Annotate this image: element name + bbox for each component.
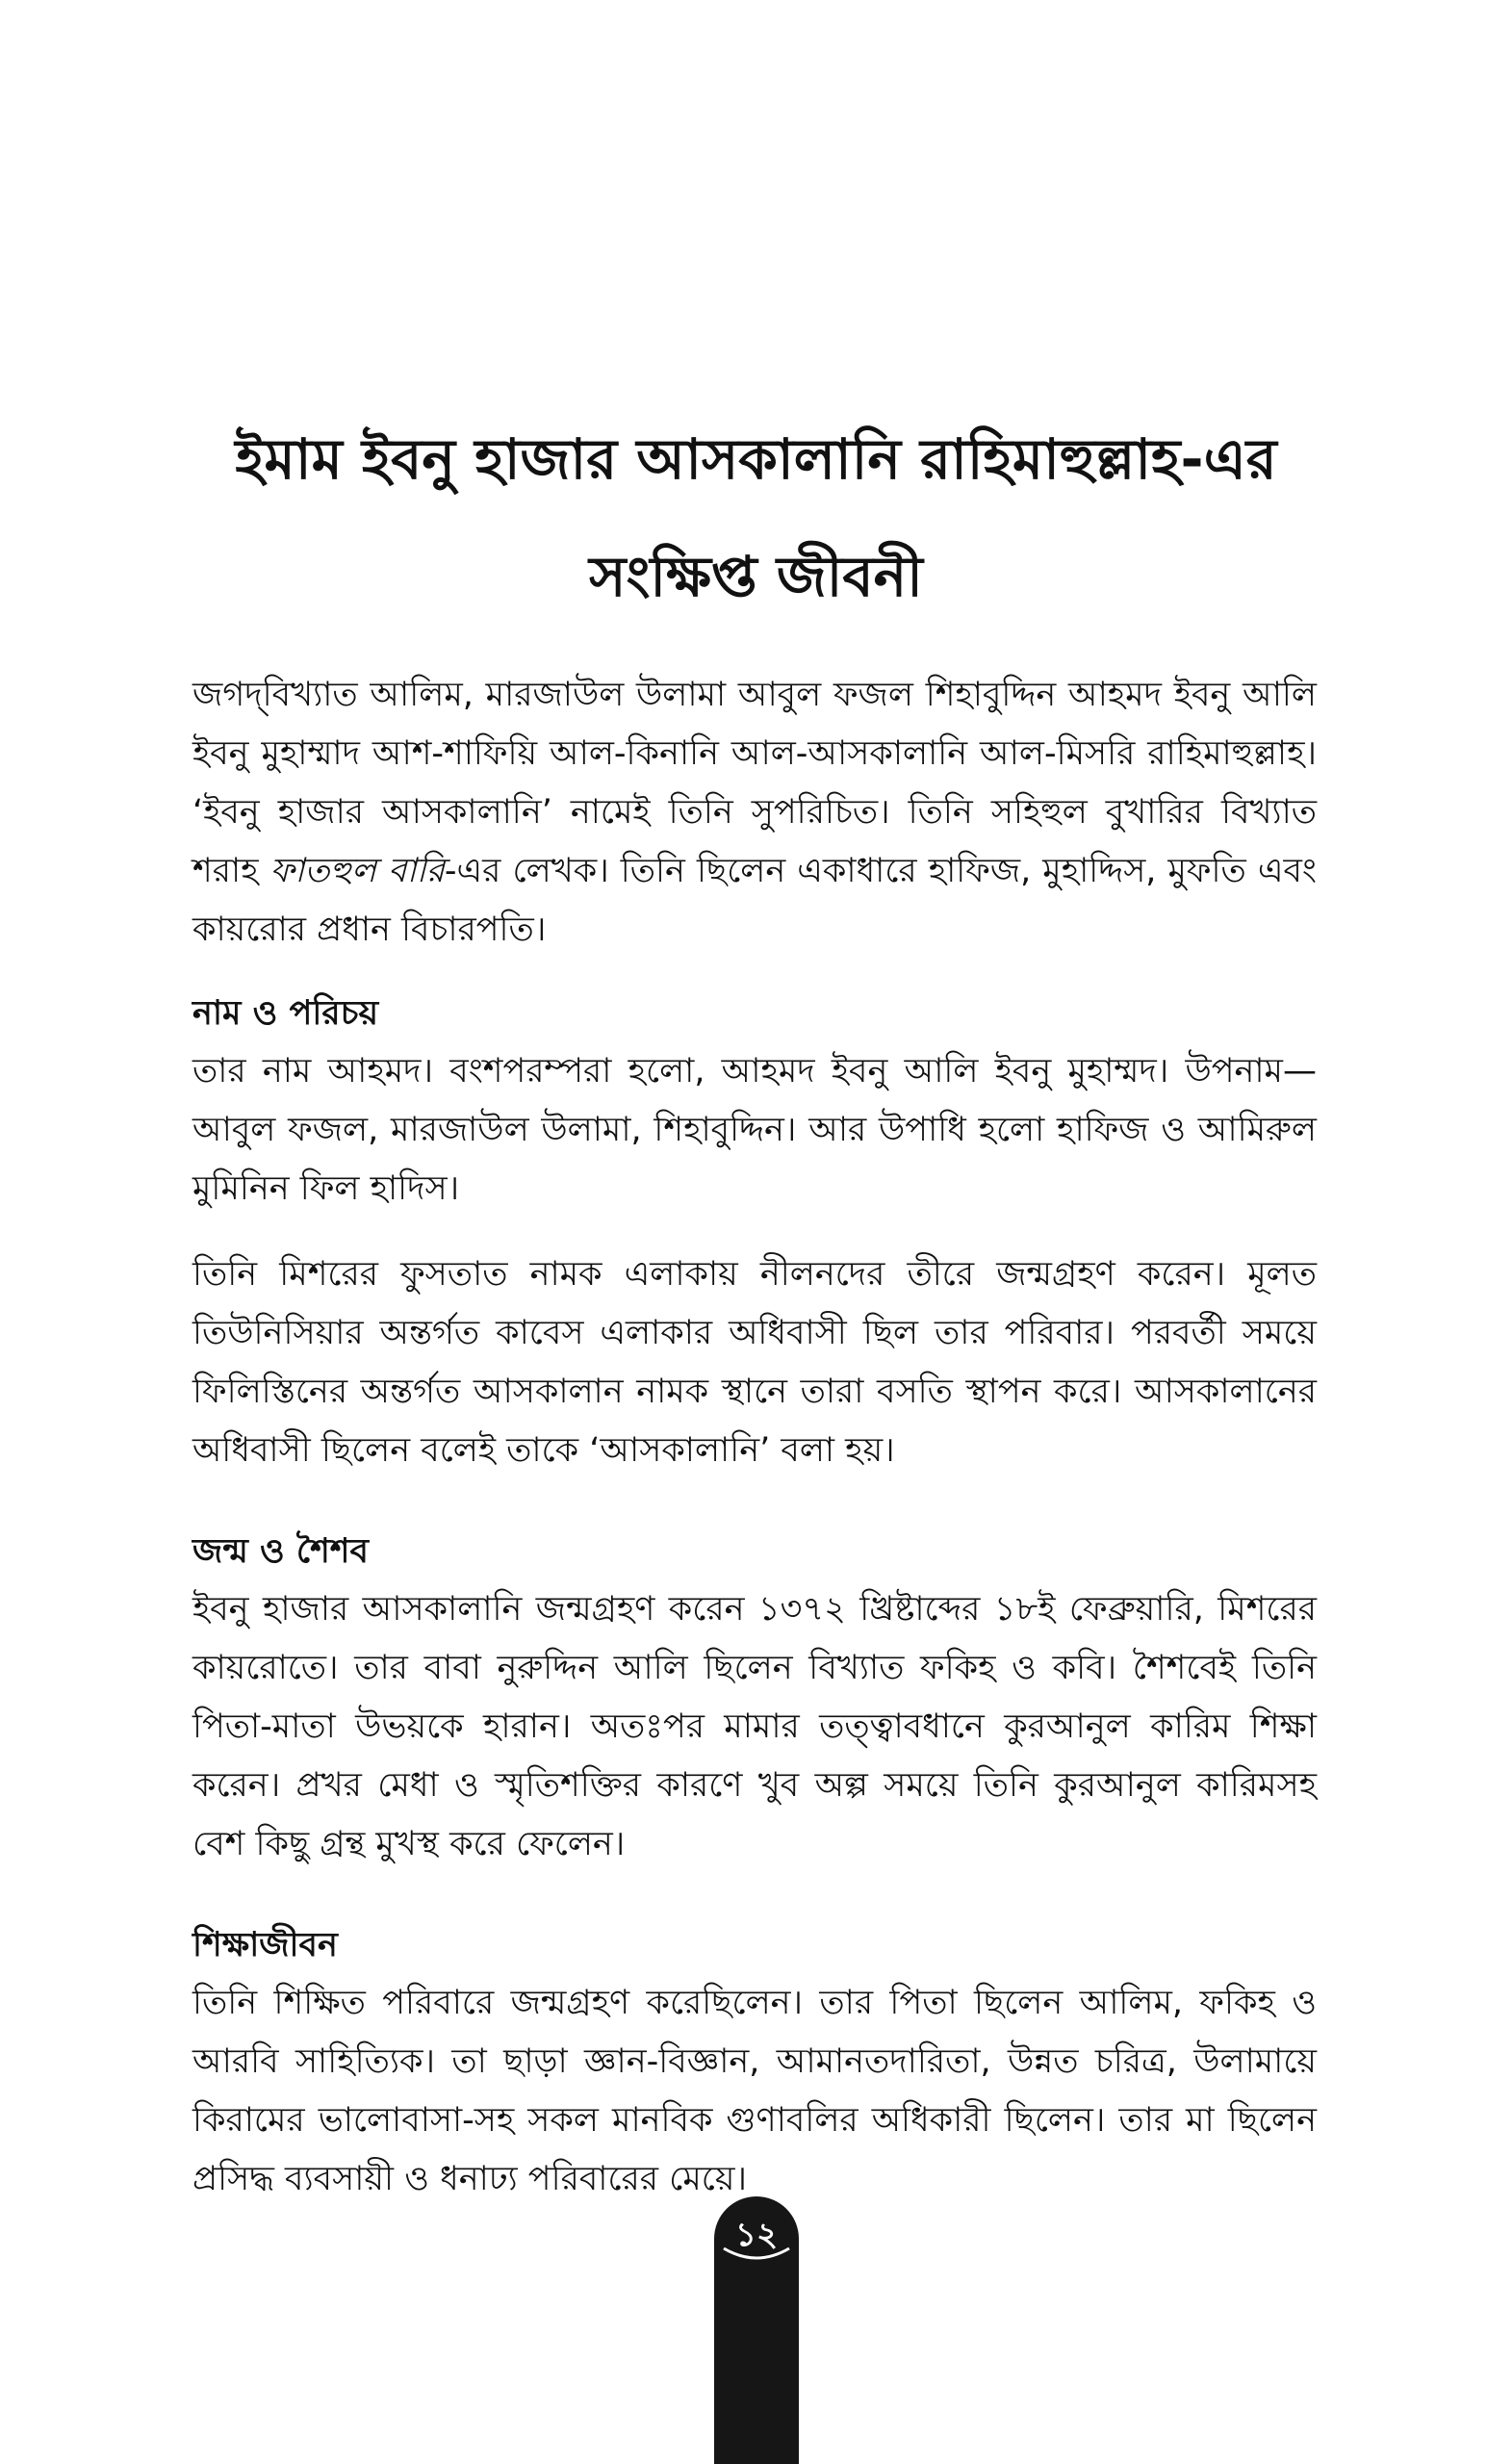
section-heading-education: শিক্ষাজীবন xyxy=(192,1926,338,1964)
body-text xyxy=(192,666,1317,2236)
paragraph: তিনি শিক্ষিত পরিবারে জন্মগ্রহণ করেছিলেন। তার পিতা ছিলেন আলিম, ফকিহ ও আরবি সাহিত্যিক। তা ছাড়া জ্ঞান-বিজ্ঞান, আমানতদারিতা, উন্নত চরিত্র, উলামায়ে কিরামের ভালোবাসা-সহ সকল মানবিক গুণাবলির অধিকারী ছিলেন। তার মা ছিলেন প্রসিদ্ধ ব্যবসায়ী ও ধনাঢ্য পরিবারের মেয়ে। xyxy=(192,1984,1317,2198)
paragraph: তার নাম আহমদ। বংশপরম্পরা হলো, আহমদ ইবনু আলি ইবনু মুহাম্মদ। উপনাম—আবুল ফজল, মারজাউল উলামা, শিহাবুদ্দিন। আর উপাধি হলো হাফিজ ও আমিরুল মুমিনিন ফিল হাদিস। xyxy=(192,1052,1317,1208)
paragraph: ইবনু হাজার আসকালানি জন্মগ্রহণ করেন ১৩৭২ খ্রিষ্টাব্দের ১৮ই ফেব্রুয়ারি, মিশরের কায়রোতে। তার বাবা নুরুদ্দিন আলি ছিলেন বিখ্যাত ফকিহ ও কবি। শৈশবেই তিনি পিতা-মাতা উভয়কে হারান। অতঃপর মামার তত্ত্বাবধানে কুরআনুল কারিম শিক্ষা করেন। প্রখর মেধা ও স্মৃতিশক্তির কারণে খুব অল্প সময়ে তিনি কুরআনুল কারিমসহ বেশ কিছু গ্রন্থ মুখস্থ করে ফেলেন। xyxy=(192,1590,1317,1863)
page-number-tab xyxy=(714,2196,799,2464)
page-title-line-2: সংক্ষিপ্ত জীবনী xyxy=(589,544,923,609)
page-number: ১২ xyxy=(734,2216,779,2254)
intro-paragraph xyxy=(192,666,1317,960)
intro-text-before: জগদ্‌বিখ্যাত আলিম, মারজাউল উলামা আবুল ফজল শিহাবুদ্দিন আহমদ ইবনু আলি ইবনু মুহাম্মাদ আশ-শাফিয়ি আল-কিনানি আল-আসকালানি আল-মিসরি রাহিমাহুল্লাহ। ‘ইবনু হাজার আসকালানি’ নামেই তিনি সুপরিচিত। তিনি সহিহুল বুখারির বিখ্যাত শরাহ xyxy=(192,676,1317,890)
book-title: ফাতহুল বারি xyxy=(269,852,445,890)
page-title-line-1: ইমাম ইবনু হাজার আসকালানি রাহিমাহুল্লাহ-এর xyxy=(235,426,1277,492)
section-heading-birth: জন্ম ও শৈশব xyxy=(192,1532,369,1571)
intro-text-after: -এর লেখক। তিনি ছিলেন একাধারে হাফিজ, মুহাদ্দিস, মুফতি এবং কায়রোর প্রধান বিচারপতি। xyxy=(192,852,1317,949)
section-heading-name: নাম ও পরিচয় xyxy=(192,994,379,1033)
paragraph: তিনি মিশরের ফুসতাত নামক এলাকায় নীলনদের তীরে জন্মগ্রহণ করেন। মূলত তিউনিসিয়ার অন্তর্গত কাবেস এলাকার অধিবাসী ছিল তার পরিবার। পরবর্তী সময়ে ফিলিস্তিনের অন্তর্গত আসকালান নামক স্থানে তারা বসতি স্থাপন করে। আসকালানের অধিবাসী ছিলেন বলেই তাকে ‘আসকালানি’ বলা হয়। xyxy=(192,1255,1317,1470)
